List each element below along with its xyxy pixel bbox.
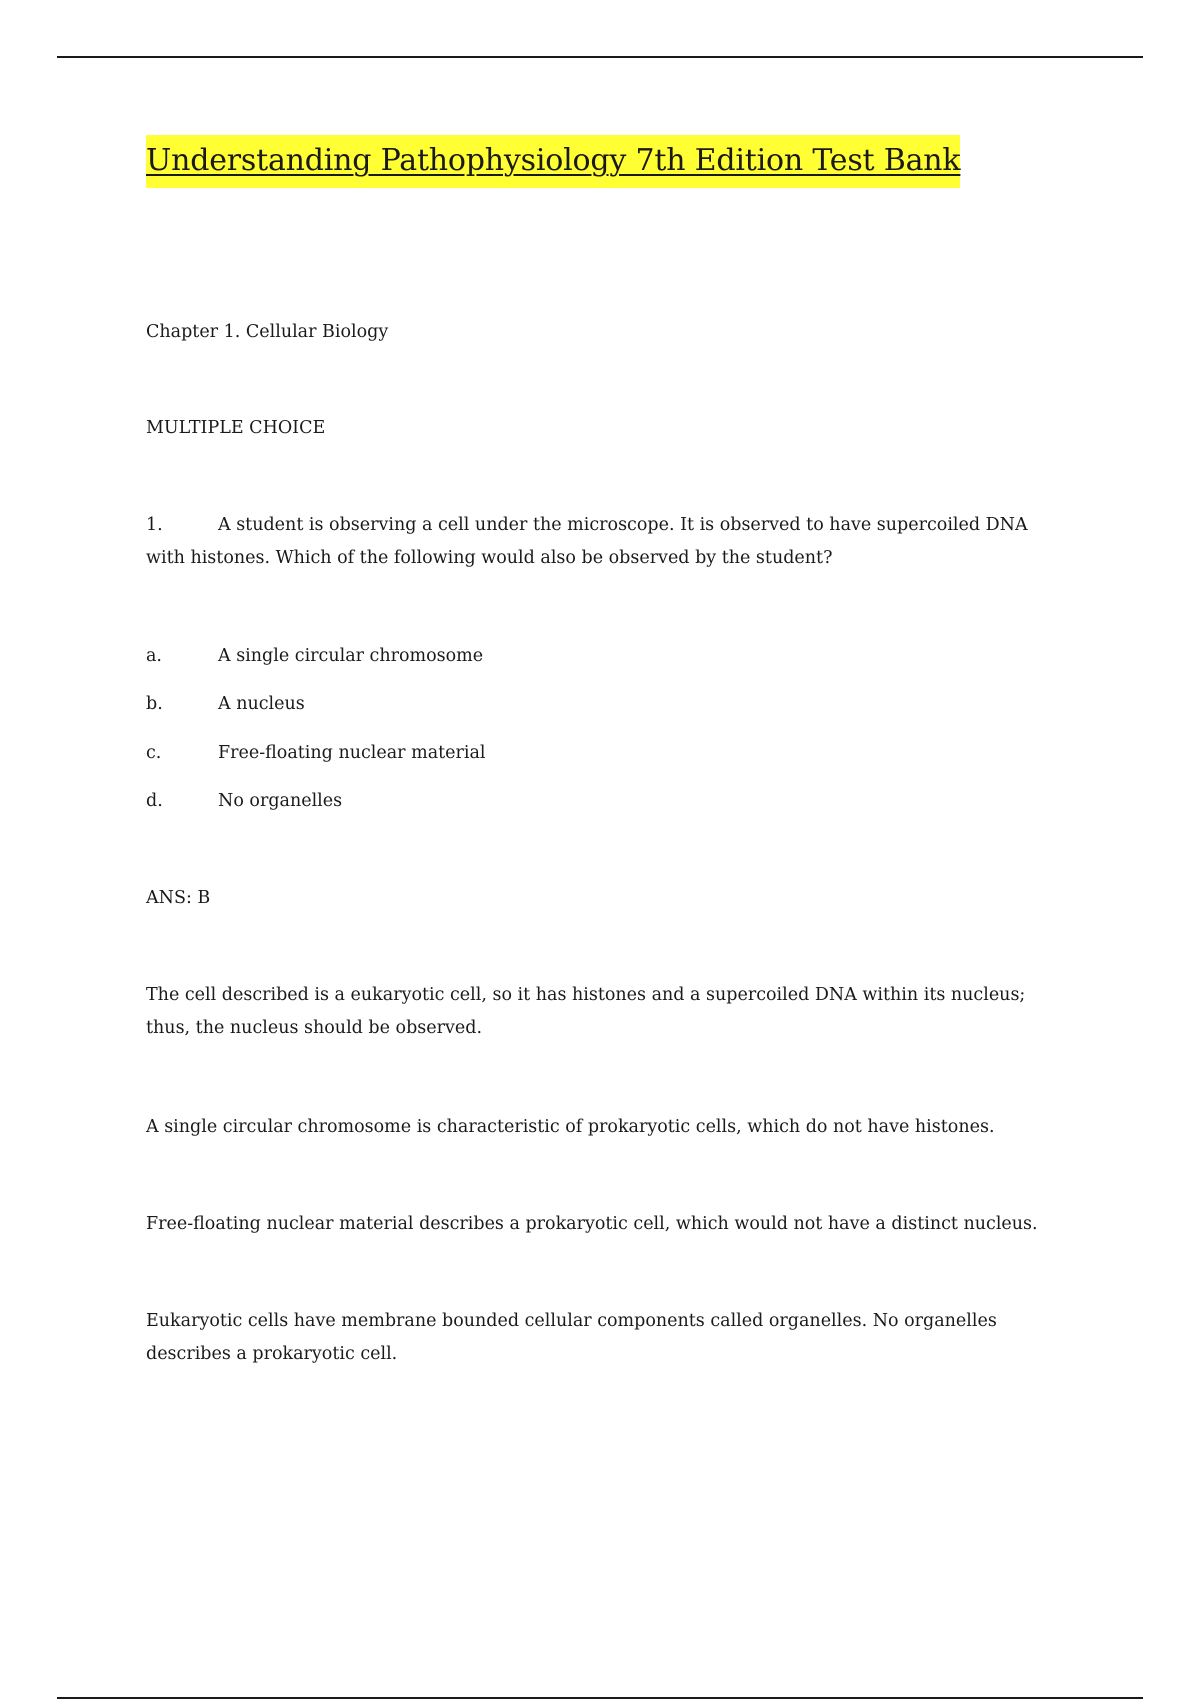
rationale-paragraph: Eukaryotic cells have membrane bounded cellular components called organelles. No organelles describes a prokaryotic cell. <box>146 1311 997 1364</box>
option-letter: d. <box>146 791 163 811</box>
rationale-paragraph: Free-floating nuclear material describes a prokaryotic cell, which would not have a distinct nucleus. <box>146 1214 1038 1234</box>
question-1 <box>146 509 1066 575</box>
question-number: 1. <box>146 515 163 535</box>
option-letter: a. <box>146 646 162 666</box>
section-heading: MULTIPLE CHOICE <box>146 418 326 438</box>
bottom-rule <box>57 1697 1143 1699</box>
top-rule <box>57 56 1143 58</box>
answer-key: ANS: B <box>146 888 211 908</box>
rationale-paragraph: The cell described is a eukaryotic cell, so it has histones and a supercoiled DNA within its nucleus; thus, the nucleus should be observed. <box>146 985 1026 1038</box>
option-d <box>146 785 342 817</box>
option-text: No organelles <box>218 791 343 811</box>
option-letter: c. <box>146 743 162 763</box>
option-b <box>146 688 305 720</box>
chapter-heading: Chapter 1. Cellular Biology <box>146 322 389 342</box>
option-text: A single circular chromosome <box>218 646 484 666</box>
option-letter: b. <box>146 694 163 714</box>
option-text: A nucleus <box>218 694 305 714</box>
option-text: Free-floating nuclear material <box>218 743 486 763</box>
option-a <box>146 640 483 672</box>
document-title: Understanding Pathophysiology 7th Edition Test Bank <box>146 146 960 176</box>
question-text: A student is observing a cell under the microscope. It is observed to have supercoiled DNA with histones. Which of the following would also be observed by the student? <box>146 515 1028 568</box>
rationale-paragraph: A single circular chromosome is characteristic of prokaryotic cells, which do not have histones. <box>146 1117 995 1137</box>
option-c <box>146 737 486 769</box>
